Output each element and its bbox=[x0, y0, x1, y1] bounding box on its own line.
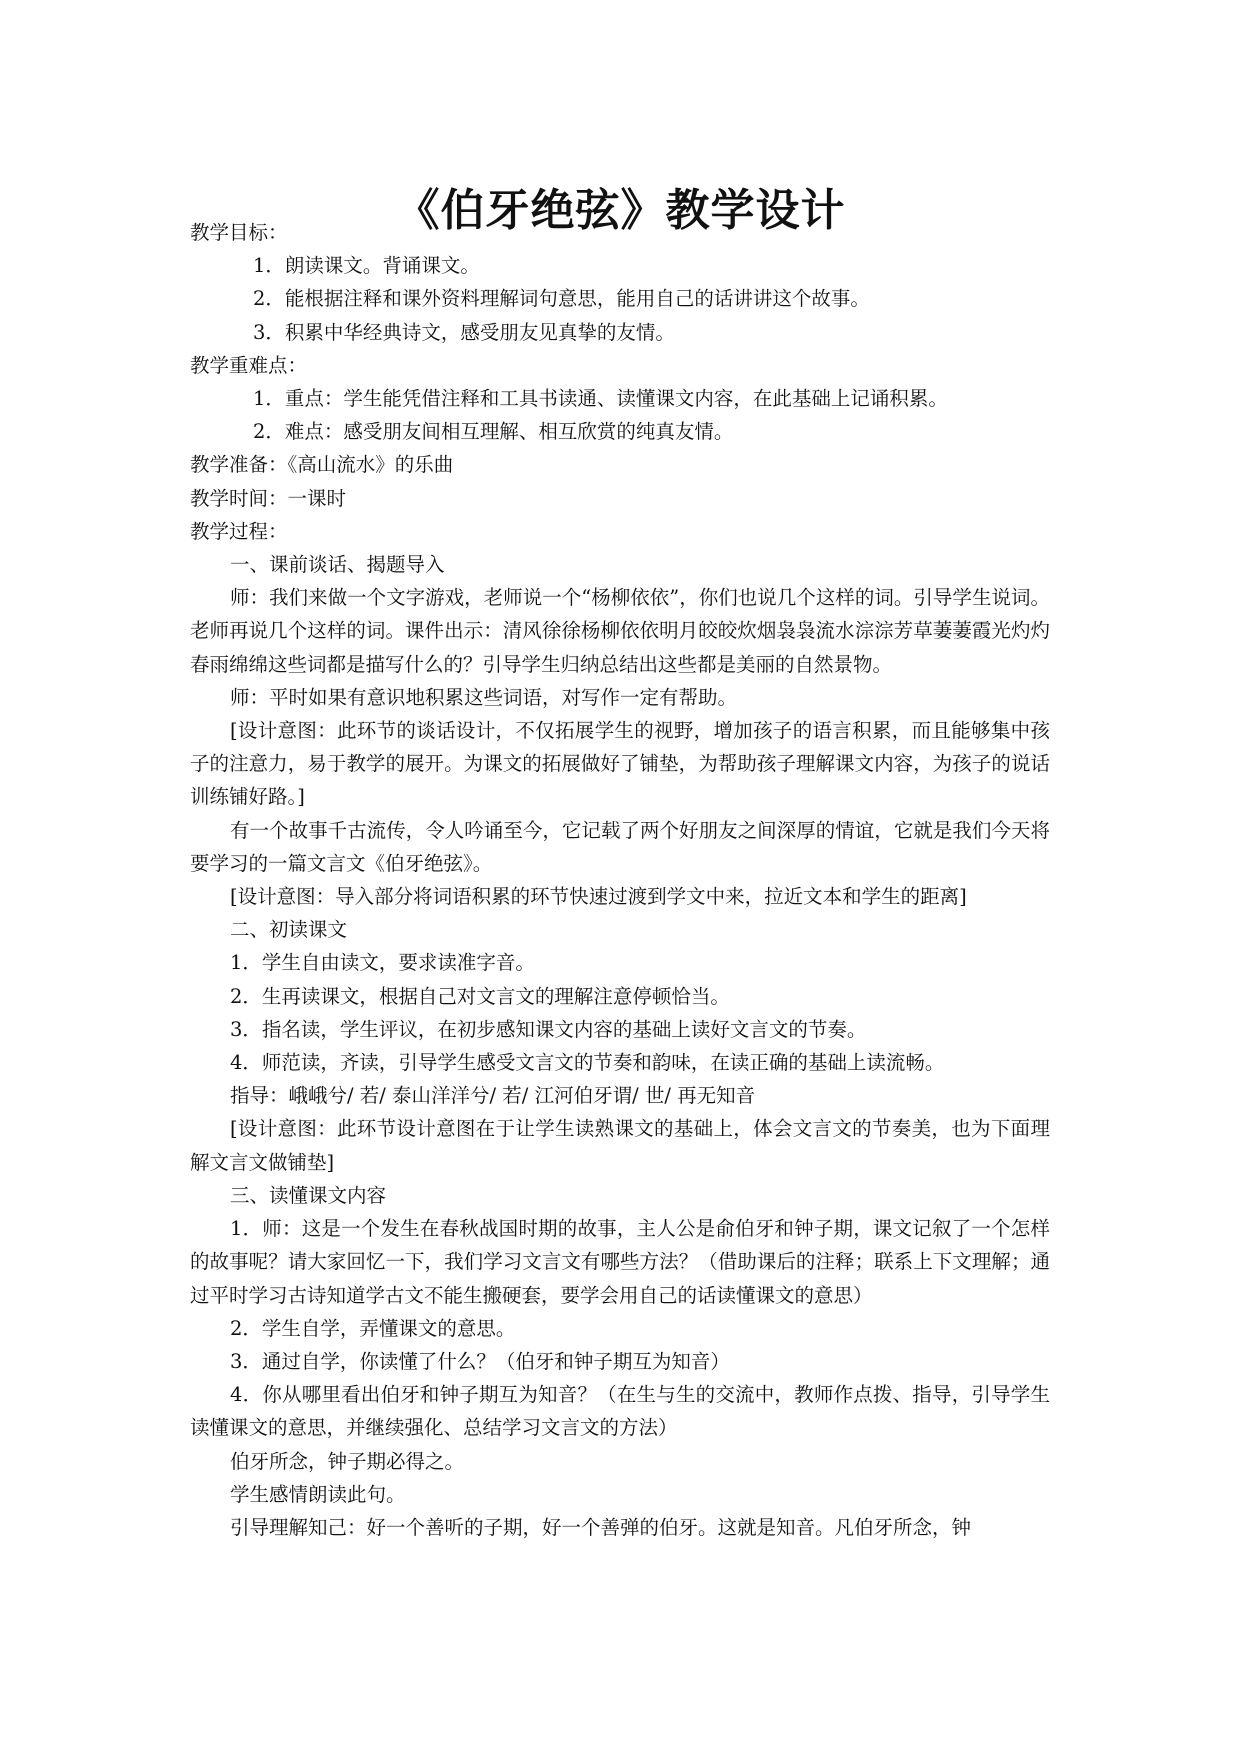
document-body bbox=[190, 216, 1050, 1544]
paragraph: 4．师范读，齐读，引导学生感受文言文的节奏和韵味，在读正确的基础上读流畅。 bbox=[230, 1051, 945, 1075]
paragraph: 2．难点：感受朋友间相互理解、相互欣赏的纯真友情。 bbox=[253, 420, 734, 444]
paragraph: 1．朗读课文。背诵课文。 bbox=[253, 254, 480, 278]
paragraph: 二、初读课文 bbox=[230, 918, 348, 942]
paragraph: 2．能根据注释和课外资料理解词句意思，能用自己的话讲讲这个故事。 bbox=[253, 287, 870, 311]
paragraph: [设计意图：此环节的谈话设计，不仅拓展学生的视野，增加孩子的语言积累，而且能够集中孩子的注意力，易于教学的展开。为课文的拓展做好了铺垫，为帮助孩子理解课文内容，为孩子的说话训练铺好路。] bbox=[190, 719, 1050, 809]
paragraph: 指导：峨峨兮/ 若/ 泰山洋洋兮/ 若/ 江河伯牙谓/ 世/ 再无知音 bbox=[230, 1084, 756, 1108]
paragraph: 引导理解知己：好一个善听的子期，好一个善弹的伯牙。这就是知音。凡伯牙所念，钟 bbox=[230, 1515, 972, 1539]
paragraph: 3．指名读，学生评议，在初步感知课文内容的基础上读好文言文的节奏。 bbox=[230, 1017, 867, 1041]
paragraph: 1．师：这是一个发生在春秋战国时期的故事，主人公是俞伯牙和钟子期，课文记叙了一个怎样的故事呢？请大家回忆一下，我们学习文言文有哪些方法？（借助课后的注释；联系上下文理解；通过平时学习古诗知道学古文不能生搬硬套，要学会用自己的话读懂课文的意思） bbox=[190, 1217, 1050, 1307]
paragraph: 教学时间：一课时 bbox=[190, 486, 347, 510]
paragraph: 师：平时如果有意识地积累这些词语，对写作一定有帮助。 bbox=[230, 685, 738, 709]
paragraph: [设计意图：导入部分将词语积累的环节快速过渡到学文中来，拉近文本和学生的距离] bbox=[230, 885, 967, 909]
paragraph: 伯牙所念，钟子期必得之。 bbox=[230, 1449, 465, 1473]
paragraph: 有一个故事千古流传，令人吟诵至今，它记载了两个好朋友之间深厚的情谊，它就是我们今天将要学习的一篇文言文《伯牙绝弦》。 bbox=[190, 818, 1050, 875]
paragraph: 学生感情朗读此句。 bbox=[230, 1482, 406, 1506]
paragraph: 教学重难点： bbox=[190, 353, 308, 377]
paragraph: 一、课前谈话、揭题导入 bbox=[230, 553, 445, 577]
paragraph: [设计意图：此环节设计意图在于让学生读熟课文的基础上，体会文言文的节奏美，也为下面理解文言文做铺垫] bbox=[190, 1117, 1050, 1174]
paragraph: 师：我们来做一个文字游戏，老师说一个“杨柳依依”，你们也说几个这样的词。引导学生说词。老师再说几个这样的词。课件出示：清风徐徐杨柳依依明月皎皎炊烟袅袅流水淙淙芳草萋萋霞光灼灼春雨绵绵这些词都是描写什么的？引导学生归纳总结出这些都是美丽的自然景物。 bbox=[190, 586, 1050, 676]
paragraph: 三、读懂课文内容 bbox=[230, 1183, 387, 1207]
paragraph: 2．学生自学，弄懂课文的意思。 bbox=[230, 1316, 516, 1340]
document-title: 《伯牙绝弦》教学设计 bbox=[395, 185, 846, 237]
paragraph: 3．通过自学，你读懂了什么？（伯牙和钟子期互为知音） bbox=[230, 1349, 730, 1373]
paragraph: 教学目标： bbox=[190, 221, 288, 244]
paragraph: 2．生再读课文，根据自己对文言文的理解注意停顿恰当。 bbox=[230, 984, 730, 1008]
paragraph: 1．学生自由读文，要求读准字音。 bbox=[230, 951, 535, 975]
paragraph: 1．重点：学生能凭借注释和工具书读通、读懂课文内容，在此基础上记诵积累。 bbox=[253, 387, 948, 411]
paragraph: 3．积累中华经典诗文，感受朋友见真挚的友情。 bbox=[253, 320, 675, 344]
paragraph: 教学准备：《高山流水》的乐曲 bbox=[190, 453, 454, 477]
paragraph: 教学过程： bbox=[190, 519, 288, 543]
paragraph: 4．你从哪里看出伯牙和钟子期互为知音？（在生与生的交流中，教师作点拨、指导，引导学生读懂课文的意思，并继续强化、总结学习文言文的方法） bbox=[190, 1383, 1050, 1440]
